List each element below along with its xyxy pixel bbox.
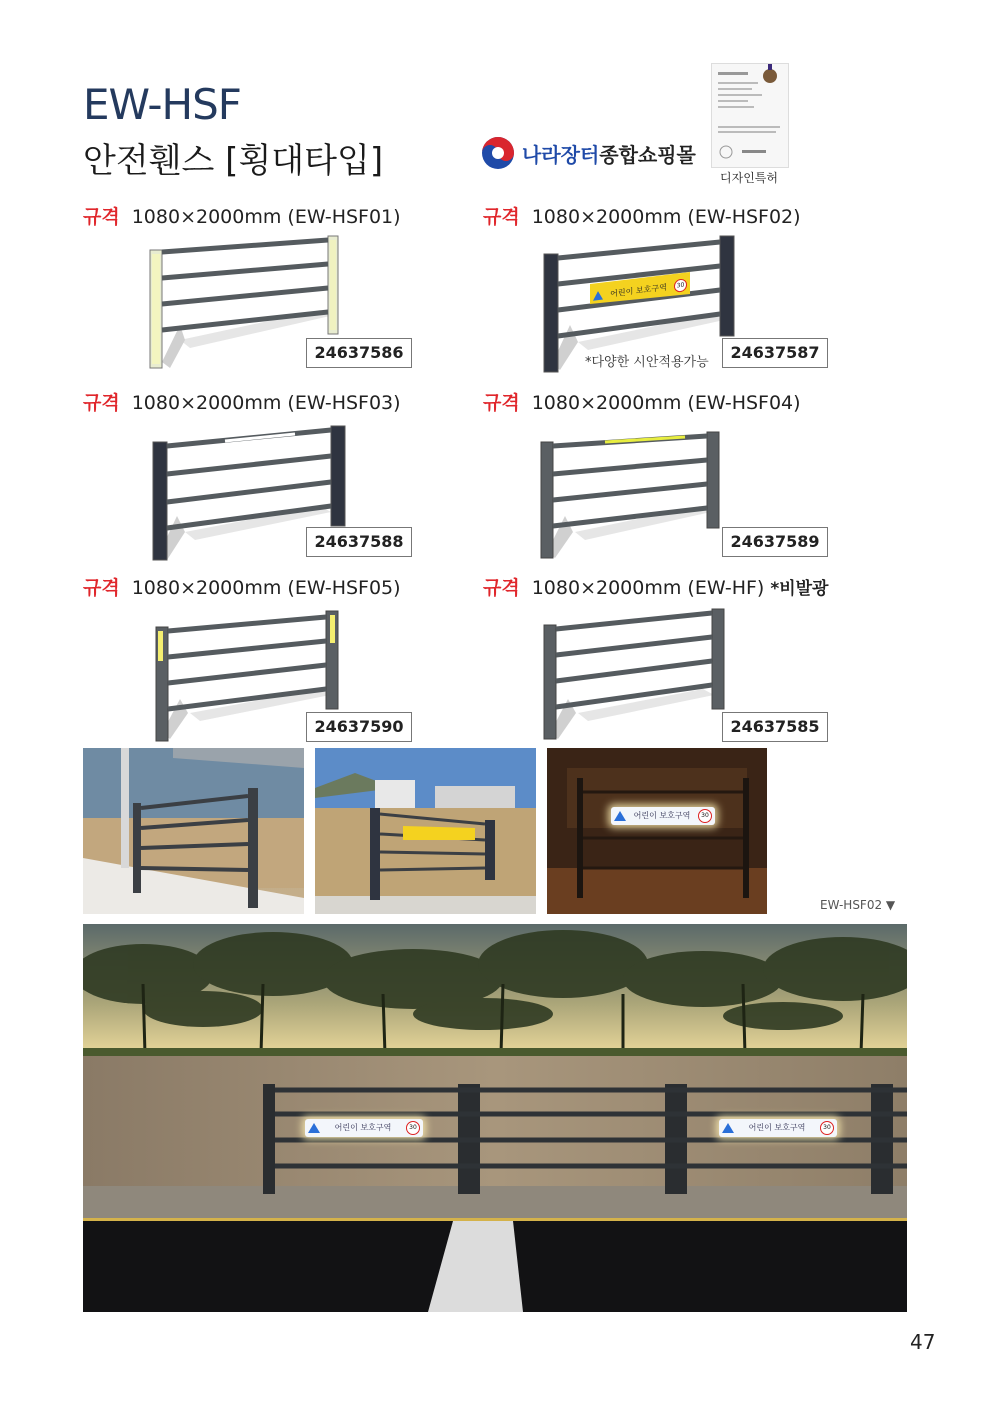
product-image-hf — [538, 605, 738, 745]
page-number: 47 — [910, 1330, 936, 1354]
sign-text: 어린이 보호구역 — [633, 811, 691, 820]
spec-value: 1080×2000mm (EW-HSF03) — [131, 392, 401, 414]
spec-row-4 — [483, 388, 801, 415]
spec-row-2 — [483, 202, 801, 229]
child-triangle-icon — [722, 1123, 734, 1133]
spec-row-5 — [83, 573, 401, 600]
design-variation-note: *다양한 시안적용가능 — [585, 355, 709, 370]
product-number-hsf05: 24637590 — [306, 712, 412, 742]
spec-label: 규격 — [483, 392, 520, 414]
installation-photo-2 — [315, 748, 536, 914]
child-triangle-icon — [308, 1123, 320, 1133]
mall-logo-text-2: 종합쇼핑몰 — [599, 142, 696, 167]
spec-label: 규격 — [483, 577, 520, 599]
mall-logo — [480, 135, 696, 171]
model-code: EW-HSF — [83, 80, 241, 129]
render-school-zone-sign-1 — [305, 1119, 423, 1137]
speed-limit-icon: 30 — [674, 278, 687, 293]
spec-value: 1080×2000mm (EW-HF) — [531, 577, 765, 599]
spec-label: 규격 — [83, 206, 120, 228]
child-triangle-icon — [593, 290, 603, 300]
installation-photo-night — [547, 748, 767, 914]
installation-photo-1 — [83, 748, 304, 914]
mall-logo-text-1: 나라장터 — [522, 142, 600, 167]
spec-value: 1080×2000mm (EW-HSF05) — [131, 577, 401, 599]
spec-value: 1080×2000mm (EW-HSF02) — [531, 206, 801, 228]
child-triangle-icon — [614, 811, 626, 821]
product-number-hf: 24637585 — [722, 712, 828, 742]
taeguk-icon — [480, 135, 516, 171]
spec-row-1 — [83, 202, 401, 229]
product-number-hsf02: 24637587 — [722, 338, 828, 368]
patent-certificate — [711, 63, 789, 168]
sign-text: 어린이 보호구역 — [610, 282, 667, 299]
spec-label: 규격 — [483, 206, 520, 228]
non-luminous-note: *비발광 — [770, 579, 829, 599]
spec-label: 규격 — [83, 577, 120, 599]
page-title: 안전휀스 [횡대타입] — [83, 141, 384, 181]
night-school-zone-sign — [611, 807, 715, 825]
photo-caption: EW-HSF02 ▼ — [820, 898, 896, 912]
render-school-zone-sign-2 — [719, 1119, 837, 1137]
certificate-caption: 디자인특허 — [720, 171, 778, 185]
speed-limit-icon: 30 — [820, 1121, 834, 1135]
product-image-hsf04 — [535, 420, 735, 565]
spec-label: 규격 — [83, 392, 120, 414]
sign-text: 어린이 보호구역 — [748, 1123, 806, 1132]
speed-limit-icon: 30 — [406, 1121, 420, 1135]
speed-limit-icon: 30 — [698, 809, 712, 823]
spec-value: 1080×2000mm (EW-HSF04) — [531, 392, 801, 414]
render-panorama — [83, 924, 907, 1312]
spec-row-6 — [483, 573, 828, 600]
product-number-hsf03: 24637588 — [306, 527, 412, 557]
product-number-hsf04: 24637589 — [722, 527, 828, 557]
sign-text: 어린이 보호구역 — [334, 1123, 392, 1132]
product-number-hsf01: 24637586 — [306, 338, 412, 368]
spec-row-3 — [83, 388, 401, 415]
spec-value: 1080×2000mm (EW-HSF01) — [131, 206, 401, 228]
